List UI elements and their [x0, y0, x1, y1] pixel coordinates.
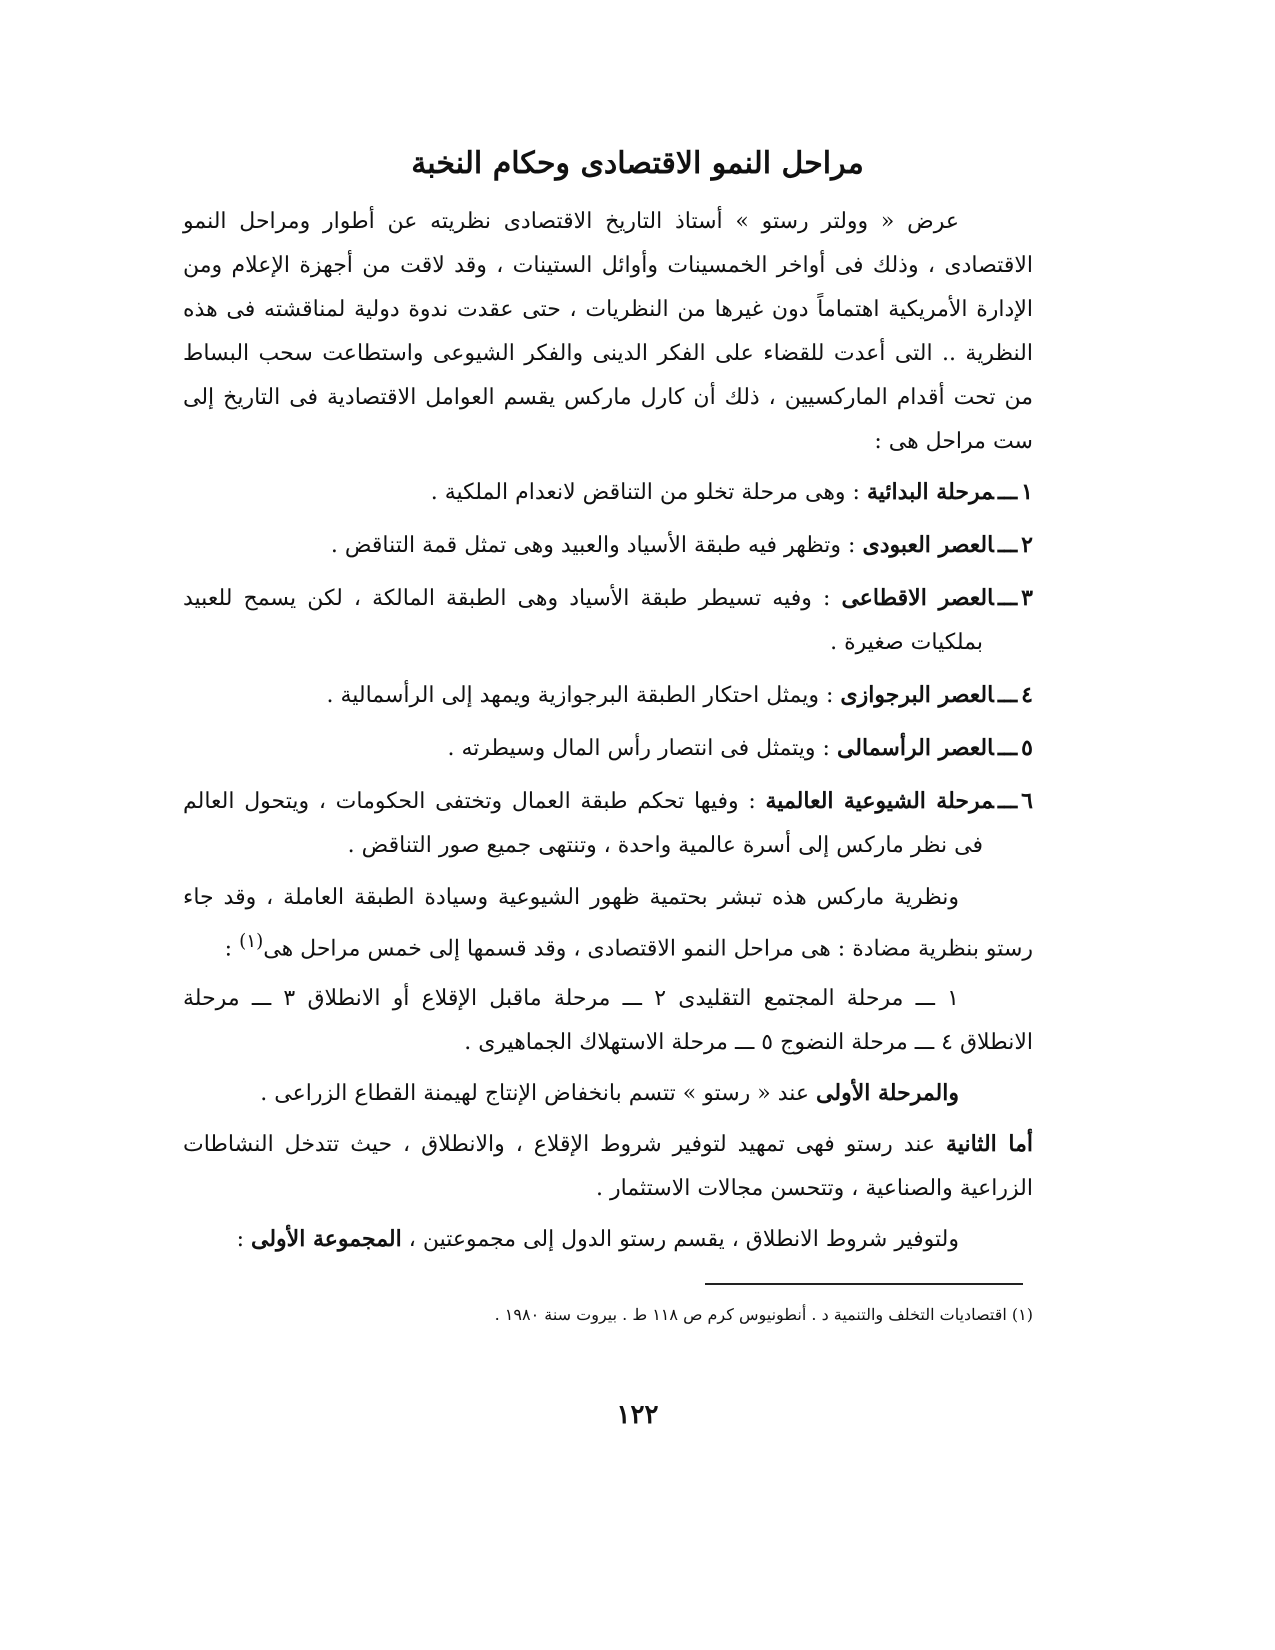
last-paragraph-lead: المجموعة الأولى: [251, 1226, 402, 1253]
marx-stage-item: [183, 726, 1033, 771]
last-paragraph-text: ولتوفير شروط الانطلاق ، يقسم رستو الدول إلى مجموعتين ،: [401, 1227, 959, 1253]
stage-number: ٦: [1021, 788, 1033, 814]
stage-dash: ـــ: [997, 585, 1018, 611]
stage-description: : وتظهر فيه طبقة الأسياد والعبيد وهى تمثل قمة التناقض .: [330, 533, 856, 558]
marx-stage-item: [183, 576, 1033, 665]
stage-name: العصر البرجوازى: [840, 682, 994, 708]
stage-name: مرحلة البدائية: [866, 479, 994, 505]
rostow-stages-paragraph: ١ ـــ مرحلة المجتمع التقليدى ٢ ـــ مرحلة ماقبل الإقلاع أو الانطلاق ٣ ـــ مرحلة الانطلاق ٤ ـــ مرحلة النضوج ٥ ـــ مرحلة الاستهلاك الجماهيرى .: [183, 986, 1033, 1056]
marx-stages-list: [183, 470, 1033, 868]
stage-name: العصر الاقطاعى: [841, 585, 994, 611]
stage-description: : وفيها تحكم طبقة العمال وتختفى الحكومات ، ويتحول العالم فى نظر ماركس إلى أسرة عالمية واحدة ، وتنتهى جميع صور التناقض .: [183, 789, 983, 858]
footnote-reference: (١): [239, 931, 264, 952]
stage-number: ٢: [1021, 532, 1033, 558]
page-title: مراحل النمو الاقتصادى وحكام النخبة: [411, 146, 864, 181]
stage-description: : وهى مرحلة تخلو من التناقض لانعدام الملكية .: [430, 480, 860, 505]
footnote-divider: [705, 1283, 1023, 1285]
second-stage-paragraph: [183, 1122, 1033, 1211]
stage-description: : ويتمثل فى انتصار رأس المال وسيطرته .: [447, 736, 830, 761]
marx-stage-item: [183, 779, 1033, 868]
intro-paragraph: عرض « وولتر رستو » أستاذ التاريخ الاقتصادى نظريته عن أطوار ومراحل النمو الاقتصادى ، وذلك فى أواخر الخمسينات وأوائل الستينات ، وقد لاقت من أجهزة الإعلام ومن الإدارة الأمريكية اهتماماً دون غيرها من النظريات ، حتى عقدت ندوة دولية لمناقشته فى هذه النظرية .. التى أعدت للقضاء على الفكر الدينى والفكر الشيوعى واستطاعت سحب البساط من تحت أقدام الماركسيين ، ذلك أن كارل ماركس يقسم العوامل الاقتصادية فى التاريخ إلى ست مراحل هى :: [183, 209, 1033, 454]
second-stage-lead: أما الثانية: [946, 1131, 1033, 1158]
stage-dash: ـــ: [997, 479, 1018, 505]
stage-dash: ـــ: [997, 788, 1018, 814]
first-stage-paragraph: [183, 1071, 1033, 1116]
stage-name: العصر الرأسمالى: [836, 735, 994, 761]
stage-number: ١: [1021, 479, 1033, 505]
stage-name: العصر العبودى: [862, 532, 994, 558]
marx-stage-item: [183, 673, 1033, 718]
marx-theory-text: ونظرية ماركس هذه تبشر بحتمية ظهور الشيوعية وسيادة الطبقة العاملة ، وقد جاء رستو بنظرية مضادة : هى مراحل النمو الاقتصادى ، وقد قسمها إلى خمس مراحل هى: [183, 885, 1033, 962]
stage-dash: ـــ: [997, 735, 1018, 761]
first-stage-lead: والمرحلة الأولى: [816, 1080, 959, 1107]
second-stage-text: عند رستو فهى تمهيد لتوفير شروط الإقلاع ، والانطلاق ، حيث تتدخل النشاطات الزراعية والصناعية ، وتتحسن مجالات الاستثمار .: [183, 1132, 1033, 1202]
stage-number: ٣: [1021, 585, 1033, 611]
footnote: (١) اقتصاديات التخلف والتنمية د . أنطونيوس كرم ص ١١٨ ط . بيروت سنة ١٩٨٠ .: [494, 1305, 1033, 1324]
stage-dash: ـــ: [997, 682, 1018, 708]
stage-description: : ويمثل احتكار الطبقة البرجوازية ويمهد إلى الرأسمالية .: [326, 683, 834, 708]
marx-theory-tail: :: [224, 936, 240, 962]
stage-description: : وفيه تسيطر طبقة الأسياد وهى الطبقة المالكة ، لكن يسمح للعبيد بملكيات صغيرة .: [183, 586, 983, 655]
marx-stage-item: [183, 523, 1033, 568]
stage-number: ٤: [1021, 682, 1033, 708]
marx-stage-item: [183, 470, 1033, 515]
stage-name: مرحلة الشيوعية العالمية: [765, 788, 994, 814]
first-stage-text: عند « رستو » تتسم بانخفاض الإنتاج لهيمنة القطاع الزراعى .: [260, 1081, 817, 1107]
body-text: [183, 200, 1033, 1262]
stage-dash: ـــ: [997, 532, 1018, 558]
last-paragraph: [183, 1217, 1033, 1262]
marx-theory-paragraph: [183, 876, 1033, 971]
last-paragraph-tail: :: [236, 1227, 251, 1253]
page-number: ١٢٢: [616, 1400, 659, 1430]
stage-number: ٥: [1021, 735, 1033, 761]
